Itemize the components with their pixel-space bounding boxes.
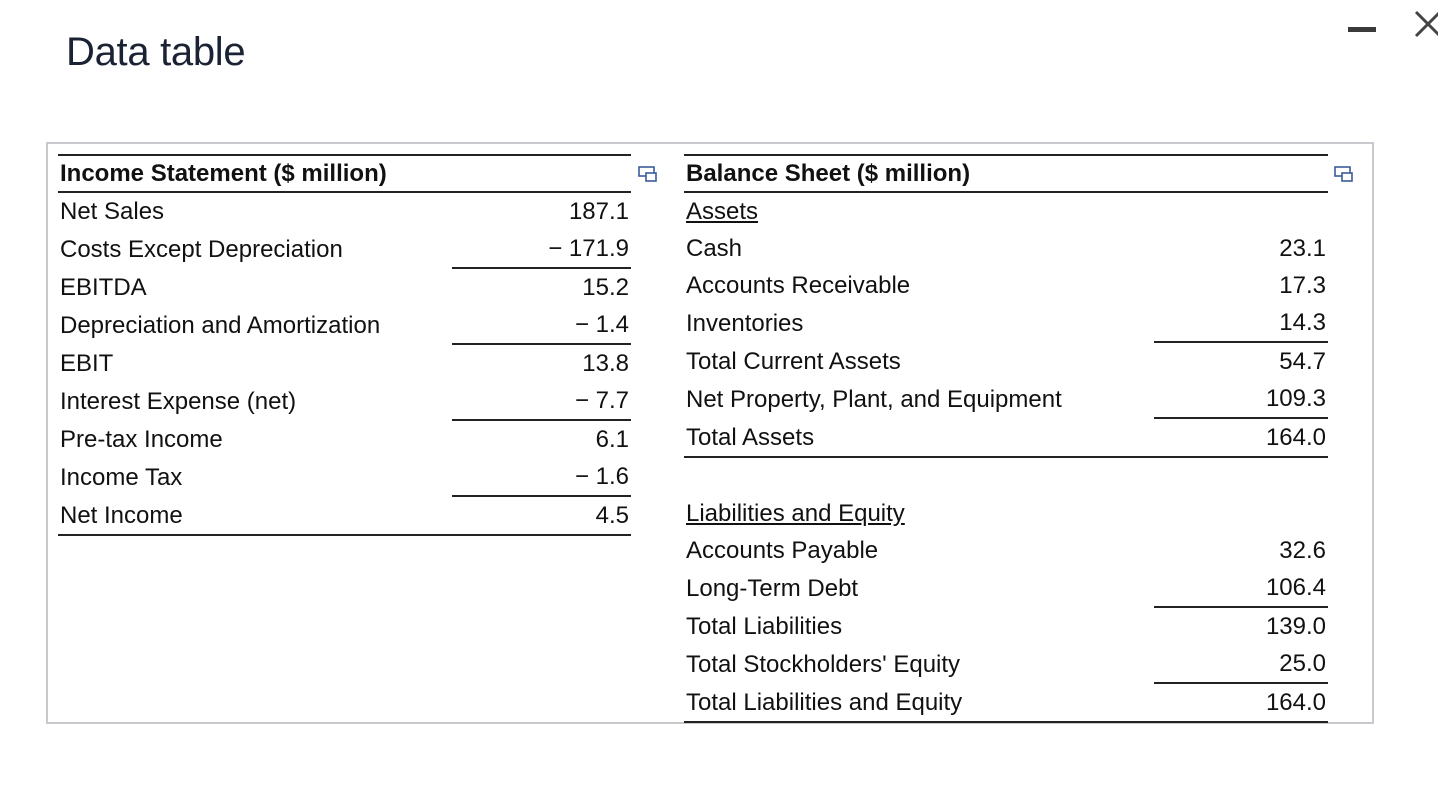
table-row [684,267,1328,304]
row-label: Cash [686,235,743,262]
row-label: Costs Except Depreciation [60,235,343,263]
row-value: 13.8 [582,350,629,377]
dialog-title: Data table [66,30,246,74]
table-row [58,268,631,306]
row-label: Net Sales [60,198,165,225]
row-label: Total Liabilities and Equity [684,683,1154,722]
row-label: Total Liabilities [686,612,843,640]
row-label: Long-Term Debt [686,574,859,602]
table-row [58,306,631,344]
table-row [684,569,1328,607]
table-row [684,230,1328,267]
income-statement-table [58,154,631,536]
table-row [684,607,1328,645]
row-label: Pre-tax Income [60,425,223,453]
row-label: Total Assets [684,418,1154,457]
row-value: 17.3 [1279,272,1326,299]
table-row [684,683,1328,722]
spacer-row [684,457,1328,495]
row-label: Interest Expense (net) [60,387,297,415]
table-row [58,382,631,420]
row-label: EBIT [60,349,114,377]
table-row [684,645,1328,683]
close-icon[interactable] [1410,6,1438,42]
table-row [684,304,1328,342]
row-value: − 7.7 [452,382,631,420]
row-value: − 171.9 [452,230,631,268]
row-value: 6.1 [595,426,629,453]
row-value: − 1.4 [452,306,631,344]
table-row [58,496,631,535]
row-label: Total Current Assets [686,347,901,375]
row-value: 15.2 [582,274,629,301]
table-row [684,532,1328,569]
row-value: 32.6 [1279,537,1326,564]
income-header: Income Statement ($ million) [58,155,631,192]
row-label: EBITDA [60,273,147,301]
table-row [684,192,1328,230]
balance-sheet-table [684,154,1328,723]
row-label: Total Stockholders' Equity [686,650,961,678]
row-value: 14.3 [1154,304,1328,342]
row-value: 106.4 [1154,569,1328,607]
row-value: 23.1 [1279,235,1326,262]
assets-heading: Assets [686,198,759,225]
row-value: 109.3 [1154,380,1328,418]
row-value: − 1.6 [452,458,631,496]
minimize-button[interactable] [1348,22,1378,36]
table-row [684,495,1328,532]
row-label: Accounts Receivable [686,272,911,299]
balance-header: Balance Sheet ($ million) [684,155,1328,192]
table-row [684,380,1328,418]
table-row [58,230,631,268]
table-row [58,420,631,458]
row-value: 54.7 [1279,348,1326,375]
row-label: Depreciation and Amortization [60,311,381,339]
row-value: 187.1 [568,198,629,225]
table-row [58,458,631,496]
table-row [58,344,631,382]
table-row [684,342,1328,380]
row-label: Inventories [686,309,804,337]
row-value: 25.0 [1154,645,1328,683]
row-label: Income Tax [60,463,183,491]
row-value: 164.0 [1154,418,1328,457]
table-row [684,418,1328,457]
expand-icon[interactable] [638,164,658,184]
row-value: 164.0 [1154,683,1328,722]
window-controls [1318,0,1438,60]
table-row [58,192,631,230]
row-label: Net Property, Plant, and Equipment [686,385,1062,413]
row-value: 139.0 [1265,613,1326,640]
row-label: Accounts Payable [686,537,879,564]
row-value: 4.5 [452,496,631,535]
expand-icon[interactable] [1334,164,1354,184]
liabilities-heading: Liabilities and Equity [686,500,905,527]
row-label: Net Income [58,496,452,535]
